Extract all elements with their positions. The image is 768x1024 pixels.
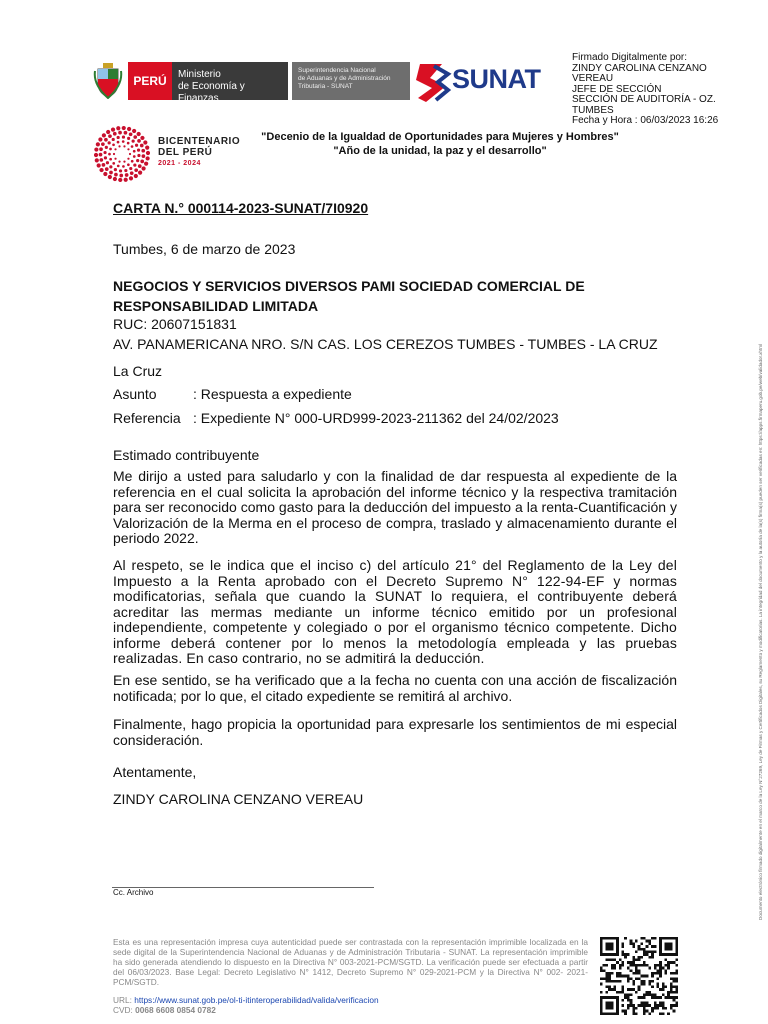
carta-number: CARTA N.° 000114-2023-SUNAT/7I0920 [113,200,369,216]
ruc: RUC: 20607151831 [113,316,237,332]
signature-line: Fecha y Hora : 06/03/2023 16:26 [572,115,719,126]
recipient-line-2: RESPONSABILIDAD LIMITADA [113,298,319,314]
recipient-name [113,276,585,316]
ministerio-badge [172,62,288,104]
superintendencia-badge [292,62,410,100]
city: La Cruz [113,363,163,379]
referencia-label: Referencia [113,410,181,426]
signature-line: ZINDY CAROLINA CENZANO [572,62,707,74]
ministerio-line-2: de Economía y Finanzas [178,81,245,104]
side-legal-text: Documento electrónico firmado digitalmente en el marco de la Ley N°27269, Ley de Firmas y Certificados Digitales, su Reglamento y modificatorias. La integridad del documento y la autoría de la(s) firma(s) pueden ser verificadas en: https://apps.firmaperu.gob.pe/web/validador.xhtml [758,343,763,920]
signature-line: Firmado Digitalmente por: [572,52,688,63]
decenio-heading [230,130,650,158]
bicentenario-line-1: BICENTENARIO [158,136,241,147]
paragraph-3: En ese sentido, se ha verificado que a la fecha no cuenta con una acción de fiscalización notificada; por lo que, el citado expediente se remitirá al archivo. [113,672,677,704]
url-label: URL: [113,995,135,1005]
place-date: Tumbes, 6 de marzo de 2023 [113,241,296,257]
footer-legal-text: Esta es una representación impresa cuya autenticidad puede ser contrastada con la representación imprimible localizada en la sede digital de la Superintendencia Nacional de Aduanas y de Administración Tributaria - SUNAT. La representación imprimible ha sido generada atendiendo lo dispuesto en la Directiva N° 003-2021-PCM/SGTD. La verificación puede ser efectuada a partir del 06/03/2023. Base Legal: Decreto Legislativo N° 1412, Decreto Supremo N° 029-2021-PCM y la Directiva N° 002- 2021-PCM/SGTD. [113,937,588,987]
coat-of-arms-icon [92,63,124,99]
asunto-label: Asunto [113,386,157,402]
paragraph-4: Finalmente, hago propicia la oportunidad para expresarle los sentimientos de mi especial consideración. [113,716,677,748]
signature-line: TUMBES [572,104,614,116]
cvd-label: CVD: [113,1005,136,1015]
bicentenario-line-2: DEL PERÚ [158,147,213,158]
bicentenario-text [158,136,240,169]
paragraph-1: Me dirijo a usted para saludarlo y con la finalidad de dar respuesta al expediente de la referencia en el cual solicita la aprobación del informe técnico y la respectiva tramitación para ser reconocido como gasto para la deducción del impuesto a la renta-Cuantificación y Valorización de la Merma en el proceso de compra, traslado y almacenamiento durante el periodo 2022. [113,468,677,546]
signature-line: VEREAU [572,73,614,84]
bicentenario-emblem-icon [94,126,150,182]
decenio-line: "Decenio de la Igualdad de Oportunidades para Mujeres y Hombres" [261,131,619,143]
signature-line: JEFE DE SECCIÓN [572,83,662,95]
referencia-value: : Expediente N° 000-URD999-2023-211362 del 24/02/2023 [193,410,559,426]
recipient-line-1: NEGOCIOS Y SERVICIOS DIVERSOS PAMI SOCIEDAD COMERCIAL DE [113,278,585,294]
verification-link[interactable]: https://www.sunat.gob.pe/ol-ti-itinteroperabilidad/valida/verificacion [134,995,379,1005]
signer-name: ZINDY CAROLINA CENZANO VEREAU [113,791,364,807]
asunto-value: : Respuesta a expediente [193,386,352,402]
anio-line: "Año de la unidad, la paz y el desarrollo" [333,145,547,157]
sn-line-1: Superintendencia Nacional [298,67,376,74]
peru-badge: PERÚ [128,62,172,100]
sn-line-2: de Aduanas y de Administración [298,75,391,82]
closing: Atentamente, [113,764,197,780]
qr-code-icon[interactable] [600,937,678,1015]
side-legal-note [752,150,766,920]
verification-url [113,995,379,1005]
cvd-value: 0068 6608 0854 0782 [135,1005,216,1015]
signature-line: SECCIÓN DE AUDITORÍA - OZ. [572,94,716,105]
greeting: Estimado contribuyente [113,447,260,463]
address: AV. PANAMERICANA NRO. S/N CAS. LOS CEREZOS TUMBES - TUMBES - LA CRUZ [113,336,658,352]
sunat-wordmark: SUNAT [452,64,541,94]
cc-archivo: Cc. Archivo [113,888,154,897]
cvd-code [113,1005,216,1015]
bicentenario-years: 2021 - 2024 [158,160,201,167]
ministerio-line-1: Ministerio [178,69,221,80]
paragraph-2: Al respeto, se le indica que el inciso c) del artículo 21° del Reglamento de la Ley del Impuesto a la Renta aprobado con el Decreto Supremo N° 122-94-EF y normas modificatorias, señala que cuando la SUNAT lo requiera, el contribuyente deberá acreditar las mermas mediante un informe técnico emitido por un profesional independiente, competente y colegiado o por el organismo técnico competente. Dicho informe deberá contener por lo menos la metodología empleada y las pruebas realizadas. En caso contrario, no se admitirá la deducción. [113,557,677,666]
sn-line-3: Tributaria - SUNAT [298,83,353,90]
digital-signature-block [572,53,742,127]
